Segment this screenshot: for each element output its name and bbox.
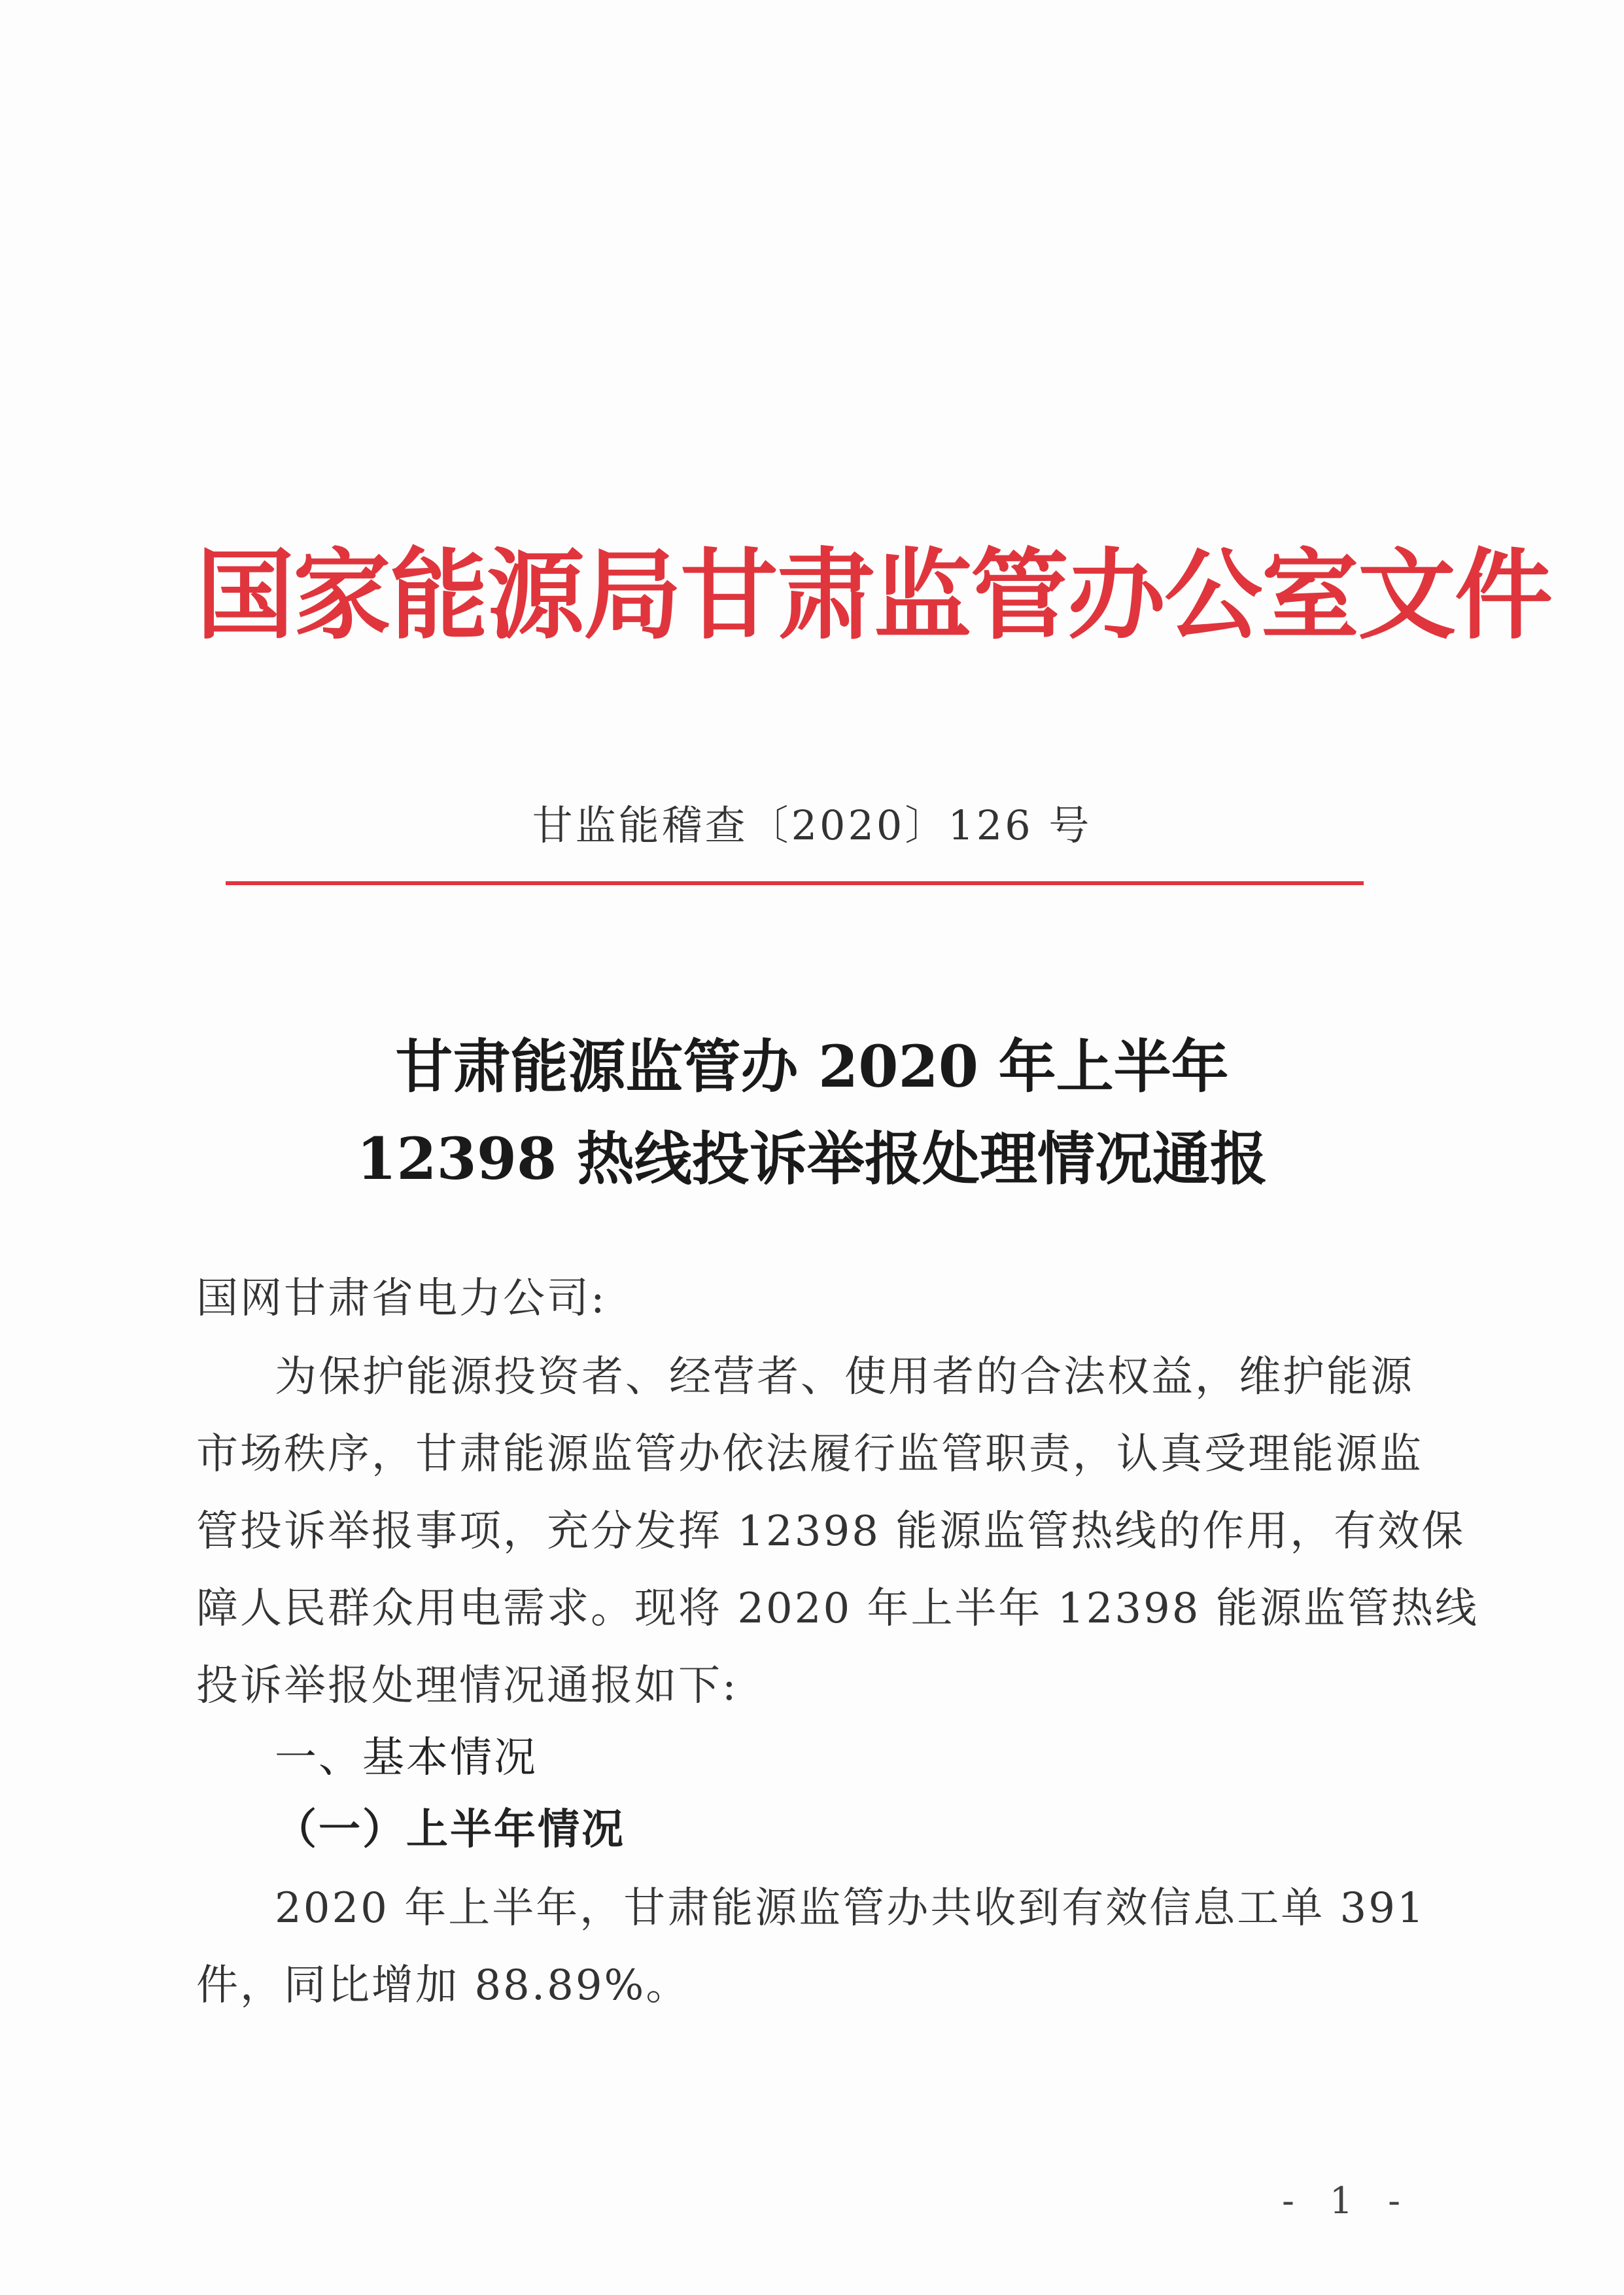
document-title-line-1: 甘肃能源监管办 2020 年上半年 [395, 1032, 1229, 1100]
paragraph-2-line-2: 件，同比增加 88.89%。 [196, 1961, 690, 2010]
paragraph-2-line-1: 2020 年上半年，甘肃能源监管办共收到有效信息工单 391 [275, 1884, 1426, 1933]
red-divider-line [226, 881, 1364, 885]
paragraph-1-line-5: 投诉举报处理情况通报如下: [196, 1662, 738, 1710]
paragraph-1-line-2: 市场秩序，甘肃能源监管办依法履行监管职责，认真受理能源监 [196, 1430, 1423, 1479]
section-heading-basic-situation: 一、基本情况 [275, 1734, 538, 1782]
paragraph-1-line-4: 障人民群众用电需求。现将 2020 年上半年 12398 能源监管热线 [196, 1585, 1479, 1633]
issuer-header: 国家能源局甘肃监管办公室文件 [196, 538, 1552, 653]
page-number: - 1 - [1282, 2180, 1413, 2222]
salutation: 国网甘肃省电力公司: [196, 1274, 607, 1323]
document-title-line-2: 12398 热线投诉举报处理情况通报 [356, 1125, 1268, 1193]
subsection-heading-first-half: （一）上半年情况 [275, 1805, 625, 1854]
paragraph-1-line-1: 为保护能源投资者、经营者、使用者的合法权益，维护能源 [275, 1353, 1414, 1401]
paragraph-1-line-3: 管投诉举报事项，充分发挥 12398 能源监管热线的作用，有效保 [196, 1507, 1466, 1556]
document-number: 甘监能稽查〔2020〕126 号 [532, 801, 1092, 849]
